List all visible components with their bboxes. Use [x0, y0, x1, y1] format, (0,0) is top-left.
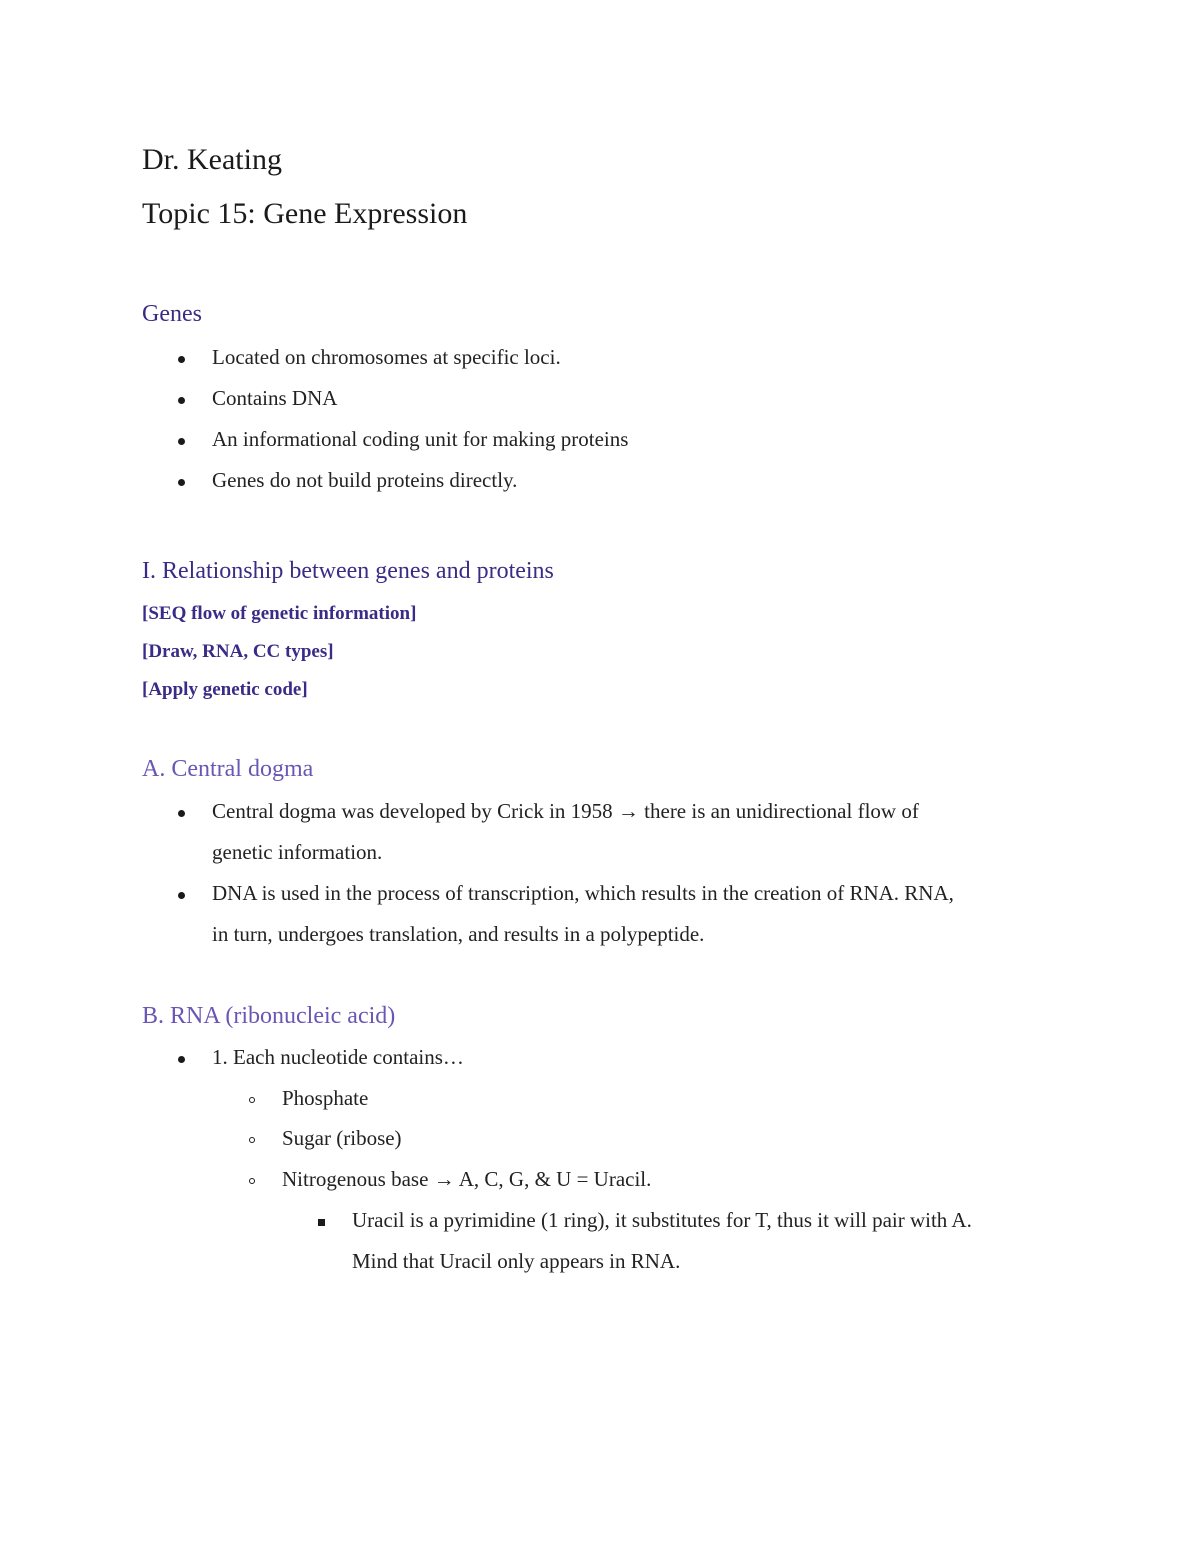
section-i-heading: I. Relationship between genes and proteins	[142, 558, 554, 584]
section-a-heading: A. Central dogma	[142, 756, 314, 782]
genes-item-3: An informational coding unit for making proteins	[212, 427, 629, 451]
bullet-icon	[178, 356, 185, 363]
central-dogma-item-2-line2: in turn, undergoes translation, and results in a polypeptide.	[212, 922, 705, 946]
bullet-icon	[178, 810, 185, 817]
bullet-icon	[178, 438, 185, 445]
central-dogma-item-1-line1: Central dogma was developed by Crick in 1958 → there is an unidirectional flow of	[212, 799, 919, 823]
bullet-icon	[178, 479, 185, 486]
genes-item-2: Contains DNA	[212, 386, 338, 410]
genes-item-1: Located on chromosomes at specific loci.	[212, 345, 561, 369]
circle-bullet-icon	[249, 1097, 255, 1103]
objective-2: [Draw, RNA, CC types]	[142, 641, 334, 662]
central-dogma-item-1-line2: genetic information.	[212, 840, 383, 864]
bullet-icon	[178, 397, 185, 404]
circle-bullet-icon	[249, 1178, 255, 1184]
rna-subitem-phosphate: Phosphate	[282, 1086, 369, 1110]
objective-1: [SEQ flow of genetic information]	[142, 603, 417, 624]
author-name: Dr. Keating	[142, 143, 282, 176]
circle-bullet-icon	[249, 1137, 255, 1143]
genes-heading: Genes	[142, 301, 202, 327]
topic-title: Topic 15: Gene Expression	[142, 197, 468, 230]
objective-3: [Apply genetic code]	[142, 679, 308, 700]
bullet-icon	[178, 1056, 185, 1063]
central-dogma-item-2-line1: DNA is used in the process of transcription, which results in the creation of RNA. RNA,	[212, 881, 954, 905]
uracil-note-line1: Uracil is a pyrimidine (1 ring), it substitutes for T, thus it will pair with A.	[352, 1208, 972, 1232]
square-bullet-icon	[318, 1219, 325, 1226]
uracil-note-line2: Mind that Uracil only appears in RNA.	[352, 1249, 681, 1273]
bullet-icon	[178, 892, 185, 899]
rna-subitem-base: Nitrogenous base → A, C, G, & U = Uracil.	[282, 1167, 652, 1191]
genes-item-4: Genes do not build proteins directly.	[212, 468, 518, 492]
rna-subitem-sugar: Sugar (ribose)	[282, 1126, 402, 1150]
rna-item-1: 1. Each nucleotide contains…	[212, 1045, 464, 1069]
section-b-heading: B. RNA (ribonucleic acid)	[142, 1003, 396, 1029]
